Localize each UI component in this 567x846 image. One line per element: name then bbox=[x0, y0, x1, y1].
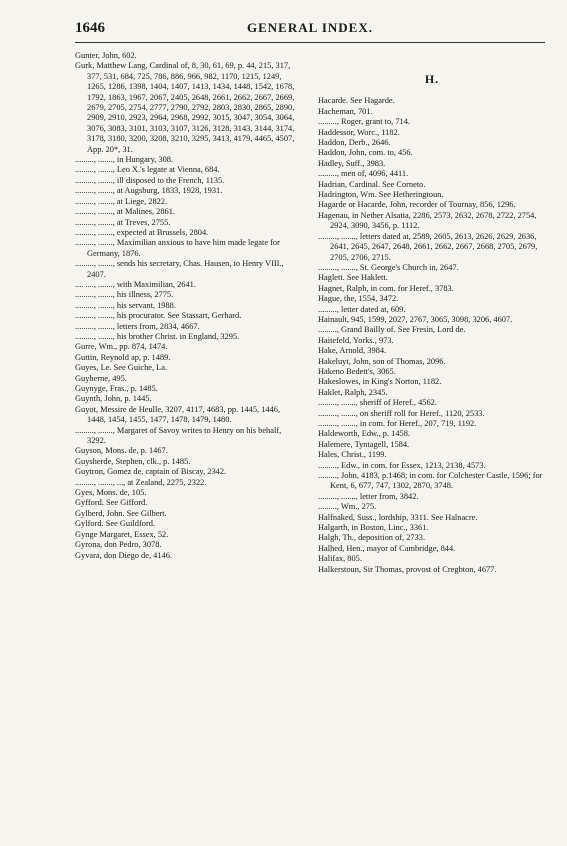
index-entry: Guysherde, Stephen, clk., p. 1485. bbox=[75, 456, 191, 466]
index-entry: Hakeluyt, John, son of Thomas, 2096. bbox=[318, 356, 446, 366]
index-entry: ........., ......., ..., at Zealand, 2275, 2322. bbox=[75, 477, 207, 487]
index-entry: Haglett. See Haklett. bbox=[318, 273, 388, 283]
index-entry: ........., ......., expected at Brussels, 2804. bbox=[75, 227, 209, 237]
index-entry: Hague, the, 1554, 3472. bbox=[318, 294, 399, 304]
index-entry: Guynth, John, p. 1445. bbox=[75, 394, 152, 404]
index-entry: Gynge Margaret, Essex, 52. bbox=[75, 529, 169, 539]
index-entry: ........., ......., Maximilian anxious to have him made legate for Germany, 1876. bbox=[75, 238, 280, 258]
index-entry: Hainault, 945, 1599, 2027, 2767, 3065, 3098, 3206, 4607. bbox=[318, 314, 513, 324]
index-entry: Haldeworth, Edw., p. 1458. bbox=[318, 429, 411, 439]
index-entry: Haddon, John, com. to, 456. bbox=[318, 148, 413, 158]
section-letter-heading: H. bbox=[424, 72, 440, 86]
index-entry: ........., Roger, grant to, 714. bbox=[318, 117, 411, 127]
index-entry: Halifax, 805. bbox=[318, 554, 362, 564]
index-entry: ........., ......., ill disposed to the French, 1135. bbox=[75, 175, 225, 185]
index-entry: ........., ......., his brother Christ. in England, 3295. bbox=[75, 331, 240, 341]
index-entry: ........., men of, 4096, 4411. bbox=[318, 169, 409, 179]
index-entry: ........., Wm., 275. bbox=[318, 502, 377, 512]
index-entry: ........., ......., at Malines, 2861. bbox=[75, 207, 176, 217]
index-entry: ........., ......., in Hungary, 308. bbox=[75, 155, 174, 165]
index-entry: Hacarde. See Hagarde. bbox=[318, 96, 395, 106]
index-entry: Halgarth, in Boston, Linc., 3361. bbox=[318, 523, 429, 533]
index-entry: Guyson, Mons. de, p. 1467. bbox=[75, 446, 168, 456]
index-entry: Hadley, Suff., 3983. bbox=[318, 158, 386, 168]
index-entry: Hagenau, in Nether Alsatia, 2286, 2573, 2632, 2678, 2722, 2754, 2924, 3090, 3456, p. 1112. bbox=[318, 210, 537, 231]
index-entry: Gunter, John, 602. bbox=[75, 51, 137, 60]
running-title: GENERAL INDEX. bbox=[247, 20, 373, 35]
index-entry: Hagarde or Hacarde, John, recorder of Tournay, 856, 1296. bbox=[318, 200, 516, 210]
index-entry: Haitefeld, Yorks., 973. bbox=[318, 335, 394, 345]
page-number: 1646 bbox=[75, 20, 105, 36]
index-entry: Gyrona, don Pedro, 3078. bbox=[75, 540, 162, 550]
left-index-column bbox=[75, 51, 301, 561]
index-entry: ........., ......., Leo X.'s legate at Vienna, 684. bbox=[75, 165, 220, 175]
right-index-column bbox=[318, 51, 546, 575]
index-entry: ........., ......., sends his secretary, Chas. Hausen, to Henry VIII., 2407. bbox=[75, 259, 284, 279]
right-entries bbox=[318, 96, 546, 575]
index-entry: Gylford. See Guildford. bbox=[75, 519, 156, 529]
index-entry: Halhed, Hen., mayor of Cambridge, 844. bbox=[318, 543, 456, 553]
index-entry: Hacheman, 701. bbox=[318, 106, 373, 116]
index-entry: ........., Edw., in com. for Essex, 1213, 2138, 4573. bbox=[318, 460, 486, 470]
index-entry: ........., ......., in com. for Heref., 207, 719, 1192. bbox=[318, 419, 477, 428]
index-entry: ........., ......., sheriff of Heref., 4562. bbox=[318, 398, 437, 408]
index-entry: ........., ......., Margaret of Savoy writes to Henry on his behalf, 3292. bbox=[75, 425, 282, 446]
index-entry: Haklet, Ralph, 2345. bbox=[318, 387, 388, 397]
index-entry: Halkerstoun, Sir Thomas, provost of Cregbton, 4677. bbox=[318, 564, 497, 574]
index-entry: Guytron, Gomez de, captain of Biscay, 2342. bbox=[75, 467, 227, 477]
index-entry: Guttin, Reynold ap, p. 1489. bbox=[75, 352, 171, 362]
page-header bbox=[75, 20, 545, 40]
index-entry: ........., letter dated at, 609. bbox=[318, 304, 406, 314]
index-entry: Gurk, Matthew Lang, Cardinal of, 8, 30, 61, 69, p. 44, 215, 317, 377, 531, 684, 725, 786, 886, 966, 982, 1170, 1215, 1249, 1265, 1286, 1398, 1404, 1407, 1413, 1434, 1448, 1542, 1678, 1792, 1863, 1967, 2067, 2405, 2648, 2661, 2662, 2667, 2669, 2679, 2705, 2754, 2777, 2790, 2792, 2803, 2830, 2865, 2890, 2909, 2910, 2923, 2964, 2968, 2992, 3015, 3047, 3054, 3064, 3076, 3083, 3101, 3103, 3107, 3126, 3128, 3143, 3144, 3174, 3178, 3180, 3200, 3208, 3210, 3295, 3413, 4179, 4465, 4507, App. 20*, 31. bbox=[75, 61, 295, 154]
index-entry: Gurre, Wm., pp. 874, 1474. bbox=[75, 342, 168, 352]
index-entry: ........., Grand Bailly of. See Fresin, Lord de. bbox=[318, 325, 466, 335]
index-entry: Haddessor, Worc., 1182. bbox=[318, 127, 400, 137]
index-entry: Hagnet, Ralph, in com. for Heref., 3783. bbox=[318, 283, 454, 293]
index-entry: Gyes, Mons. de, 105. bbox=[75, 488, 147, 498]
index-entry: Halgh, Th., deposition of, 2733. bbox=[318, 533, 426, 543]
index-entry: Hakeslowes, in King's Norton, 1182. bbox=[318, 377, 442, 387]
index-entry: ........., ......., letter from, 3842. bbox=[318, 491, 419, 501]
index-entry: Gylberd, John. See Gilbert. bbox=[75, 508, 167, 518]
index-entry: Halemere, Tyntagell, 1584. bbox=[318, 439, 410, 449]
index-entry: ........., ......., on sheriff roll for Heref., 1120, 2533. bbox=[318, 408, 485, 418]
index-entry: Haddon, Derb., 2646. bbox=[318, 138, 391, 148]
index-entry: Guynyge, Fras., p. 1485. bbox=[75, 384, 158, 393]
index-entry: ........., John, 4183, p.1468; in com. for Colchester Castle, 1596; for Kent, 6, 677, 747, 1302, 2870, 3748. bbox=[318, 471, 543, 491]
index-entry: Halfnaked, Suss., lordship, 3311. See Halnacre. bbox=[318, 512, 478, 522]
index-entry: ........., ......., his procurator. See Stassart, Gerhard. bbox=[75, 311, 242, 321]
index-entry: ........., ......., his illness, 2775. bbox=[75, 290, 174, 300]
index-entry: Hadrington, Wm. See Hetheringtoun. bbox=[318, 190, 444, 200]
index-entry: ........., ......., St. George's Church in, 2647. bbox=[318, 262, 459, 272]
index-entry: Hake, Arnold, 3984. bbox=[318, 346, 387, 356]
index-entry: ........., ......., at Treves, 2755. bbox=[75, 217, 171, 227]
index-entry: ........., ......., letters dated at, 2589, 2605, 2613, 2626, 2629, 2636, 2641, 2645, 2647, 2648, 2661, 2662, 2667, 2668, 2705, 2679, 2705, 2706, 2715. bbox=[318, 231, 538, 262]
index-entry: Gyvara, don Diego de, 4146. bbox=[75, 550, 172, 560]
index-entry: Hakeno Bedett's, 3065. bbox=[318, 366, 396, 376]
index-entry: ........., ......., at Liege, 2822. bbox=[75, 196, 168, 206]
index-entry: ........., ......., letters from, 2834, 4667. bbox=[75, 321, 200, 331]
index-entry: ........., ......., at Augsburg, 1833, 1928, 1931. bbox=[75, 186, 223, 196]
index-entry: Gyfford. See Gifford. bbox=[75, 498, 148, 508]
index-entry: Hales, Christ., 1199. bbox=[318, 450, 387, 460]
index-entry: ........., ......., his servant, 1988. bbox=[75, 300, 176, 310]
index-entry: Hadrian, Cardinal. See Corneto. bbox=[318, 179, 426, 189]
index-entry: Guyherne, 495. bbox=[75, 373, 127, 383]
index-entry: Guyes, Le. See Guiche, La. bbox=[75, 363, 168, 373]
index-entry: Guyot, Messire de Heulle, 3207, 4117, 4683, pp. 1445, 1446, 1448, 1454, 1455, 1477, 1478, 1479, 1480. bbox=[75, 404, 281, 425]
header-rule bbox=[75, 42, 545, 43]
index-entry: .... ...., ......., with Maximilian, 2641. bbox=[75, 279, 196, 289]
